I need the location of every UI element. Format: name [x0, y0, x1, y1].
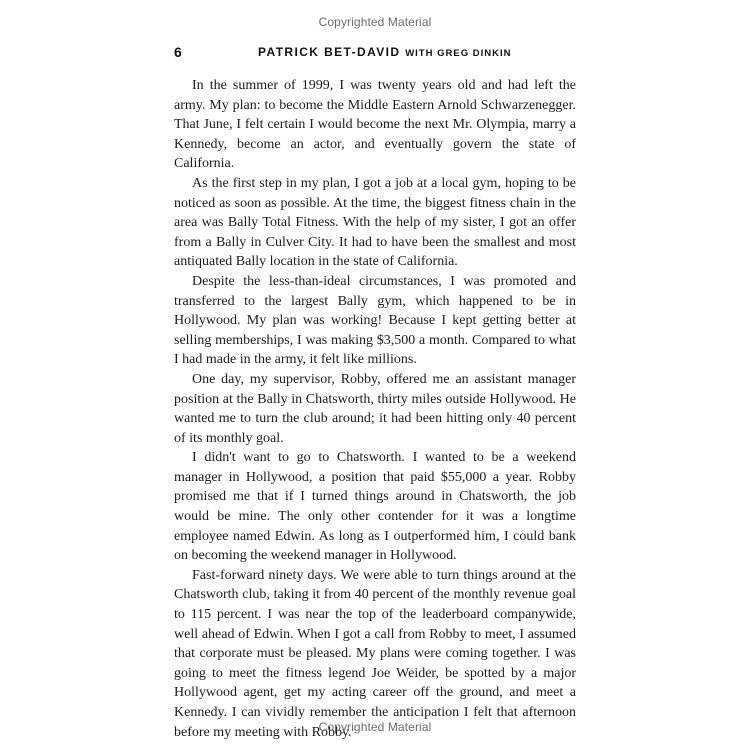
coauthor-name: WITH GREG DINKIN [405, 48, 512, 59]
header-title [258, 45, 511, 59]
page-number: 6 [174, 44, 182, 60]
paragraph: I didn't want to go to Chatsworth. I wanted to be a weekend manager in Hollywood, a position that paid $55,000 a year. Robby promised me that if I turned things around in Chatsworth, the job would be mine. The only other contender for it was a longtime employee named Edwin. As long as I outperformed him, I could bank on becoming the weekend manager in Hollywood. [174, 450, 576, 564]
paragraph: As the first step in my plan, I got a job at a local gym, hoping to be noticed as soon as possible. At the time, the biggest fitness chain in the area was Bally Total Fitness. With the help of my sister, I got an offer from a Bally in Culver City. It had to have been the smallest and most antiquated Bally location in the state of California. [174, 175, 576, 270]
running-head [174, 44, 594, 64]
body-text [174, 76, 576, 742]
author-name: PATRICK BET-DAVID [258, 45, 401, 59]
copyright-watermark-bottom: Copyrighted Material [318, 720, 432, 734]
paragraph: Fast-forward ninety days. We were able to turn things around at the Chatsworth club, taking it from 40 percent of the monthly revenue goal to 115 percent. I was near the top of the leaderboard companywide, well ahead of Edwin. When I got a call from Robby to meet, I assumed that corporate must be pleased. My plans were coming together. I was going to meet the fitness legend Joe Weider, be spotted by a major Hollywood agent, get my acting career off the ground, and meet a Kennedy. I can vividly remember the anticipation I felt that afternoon before my meeting with Robby. [174, 567, 576, 740]
paragraph: One day, my supervisor, Robby, offered me an assistant manager position at the Bally in Chatsworth, thirty miles outside Hollywood. He wanted me to turn the club around; it had been hitting only 40 percent of its monthly goal. [174, 371, 576, 446]
copyright-watermark-top: Copyrighted Material [318, 15, 432, 29]
paragraph: Despite the less-than-ideal circumstances, I was promoted and transferred to the largest Bally gym, which happened to be in Hollywood. My plan was working! Because I kept getting better at selling memberships, I was making $3,500 a month. Compared to what I had made in the army, it felt like millions. [174, 273, 576, 368]
paragraph: In the summer of 1999, I was twenty years old and had left the army. My plan: to become the Middle Eastern Arnold Schwarzenegger. That June, I felt certain I would become the next Mr. Olympia, marry a Kennedy, become an actor, and eventually govern the state of California. [174, 78, 576, 172]
